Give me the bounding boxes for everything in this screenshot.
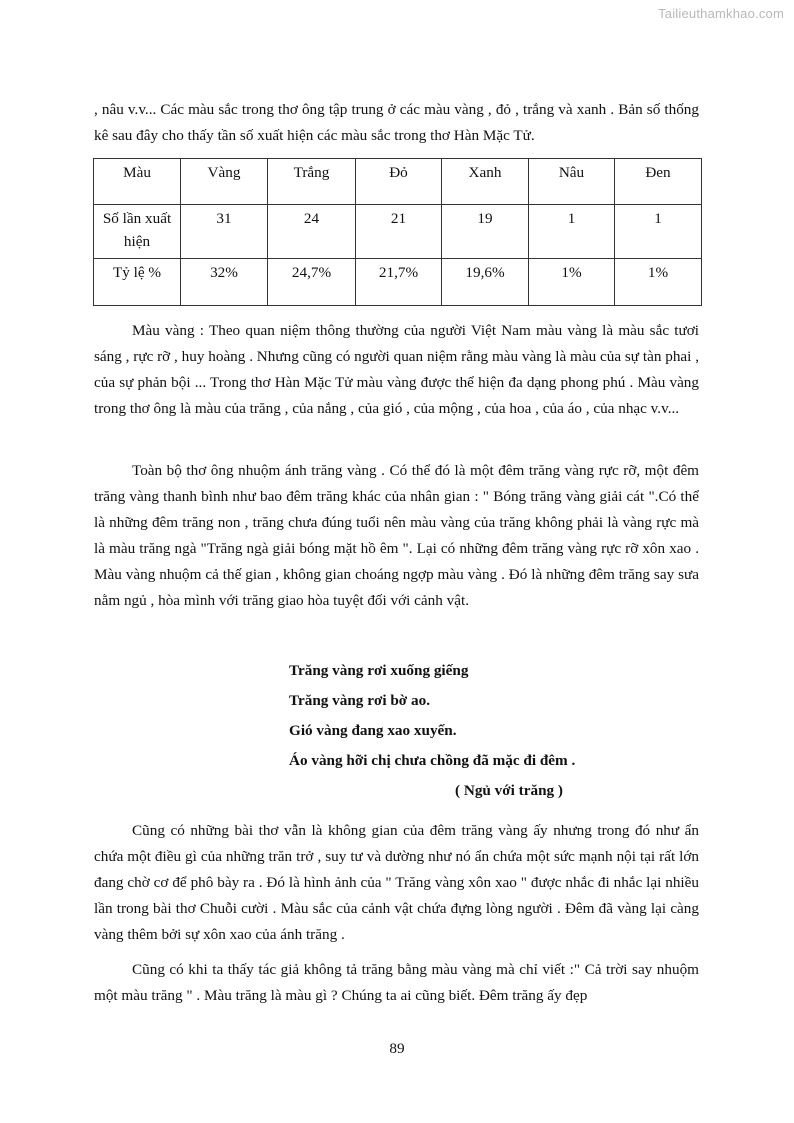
body-paragraph: Cũng có khi ta thấy tác giả không tả trăng bằng màu vàng mà chỉ viết :" Cả trời say nhuộm một màu trăng " . Màu trăng là màu gì ? Chúng ta ai cũng biết. Đêm trăng ấy đẹp xyxy=(94,961,699,1004)
color-frequency-table xyxy=(93,158,702,306)
table-row xyxy=(94,259,702,306)
table-cell: 24 xyxy=(268,205,356,259)
table-header-cell: Màu xyxy=(94,159,181,205)
table-header-cell: Vàng xyxy=(181,159,268,205)
page-number: 89 xyxy=(389,1040,405,1057)
body-paragraph: Toàn bộ thơ ông nhuộm ánh trăng vàng . Có thể đó là một đêm trăng vàng rực rỡ, một đêm trăng vàng thanh bình như bao đêm trăng khác của nhân gian : " Bóng trăng vàng giải cát ".Có thể là những đêm trăng non , trăng chưa đúng tuổi nên màu vàng của trăng không phải là vàng rực mà là màu trăng ngà "Trăng ngà giải bóng mặt hồ êm ". Lại có những đêm trăng vàng rực rỡ xôn xao . Màu vàng nhuộm cả thế gian , không gian choáng ngợp màu vàng . Đó là những đêm trăng say sưa nằm ngủ , hòa mình với trăng giao hòa tuyệt đối với cảnh vật. xyxy=(94,462,699,609)
watermark: Tailieuthamkhao.com xyxy=(658,6,784,21)
table-cell: 32% xyxy=(181,259,268,306)
table-header-cell: Nâu xyxy=(529,159,615,205)
table-cell: 21,7% xyxy=(356,259,442,306)
table-row-label: Số lần xuất hiện xyxy=(94,205,181,259)
poem-source: ( Ngủ với trăng ) xyxy=(455,782,563,799)
poem-line: Áo vàng hỡi chị chưa chồng đã mặc đi đêm . xyxy=(289,752,576,769)
table-cell: 1% xyxy=(529,259,615,306)
table-cell: 21 xyxy=(356,205,442,259)
poem-line: Gió vàng đang xao xuyến. xyxy=(289,722,457,739)
table-cell: 1 xyxy=(615,205,702,259)
table-cell: 24,7% xyxy=(268,259,356,306)
table-cell: 1% xyxy=(615,259,702,306)
table-cell: 1 xyxy=(529,205,615,259)
table-row xyxy=(94,205,702,259)
poem-line: Trăng vàng rơi bờ ao. xyxy=(289,692,431,709)
poem-quote xyxy=(289,656,575,806)
table-cell: 31 xyxy=(181,205,268,259)
table-cell: 19,6% xyxy=(442,259,529,306)
table-header-row xyxy=(94,159,702,205)
table-header-cell: Đỏ xyxy=(356,159,442,205)
table-header-cell: Đen xyxy=(615,159,702,205)
poem-line: Trăng vàng rơi xuống giếng xyxy=(289,662,469,679)
table-header-cell: Trắng xyxy=(268,159,356,205)
table-cell: 19 xyxy=(442,205,529,259)
intro-paragraph: , nâu v.v... Các màu sắc trong thơ ông tập trung ở các màu vàng , đỏ , trắng và xanh . Bản số thống kê sau đây cho thấy tần số xuất hiện các màu sắc trong thơ Hàn Mặc Tử. xyxy=(94,101,699,144)
body-paragraph: Cũng có những bài thơ vẫn là không gian của đêm trăng vàng ấy nhưng trong đó như ẩn chứa một điều gì của những trăn trở , suy tư và dường như nó ẩn chứa một sức mạnh nội tại rất lớn đang chờ cơ để phô bày ra . Đó là hình ảnh của " Trăng vàng xôn xao " được nhắc đi nhắc lại nhiều lần trong bài thơ Chuỗi cười . Màu sắc của cảnh vật chứa đựng lòng người . Đêm đã vàng lại càng vàng thêm bởi sự xôn xao của ánh trăng . xyxy=(94,822,699,943)
table-row-label: Tỷ lệ % xyxy=(94,259,181,306)
table-header-cell: Xanh xyxy=(442,159,529,205)
body-paragraph: Màu vàng : Theo quan niệm thông thường của người Việt Nam màu vàng là màu sắc tươi sáng , rực rỡ , huy hoàng . Nhưng cũng có người quan niệm rằng màu vàng là màu của sự tàn phai , của sự phản bội ... Trong thơ Hàn Mặc Tử màu vàng được thể hiện đa dạng phong phú . Màu vàng trong thơ ông là màu của trăng , của nắng , của gió , của mộng , của hoa , của áo , của nhạc v.v... xyxy=(94,322,699,417)
